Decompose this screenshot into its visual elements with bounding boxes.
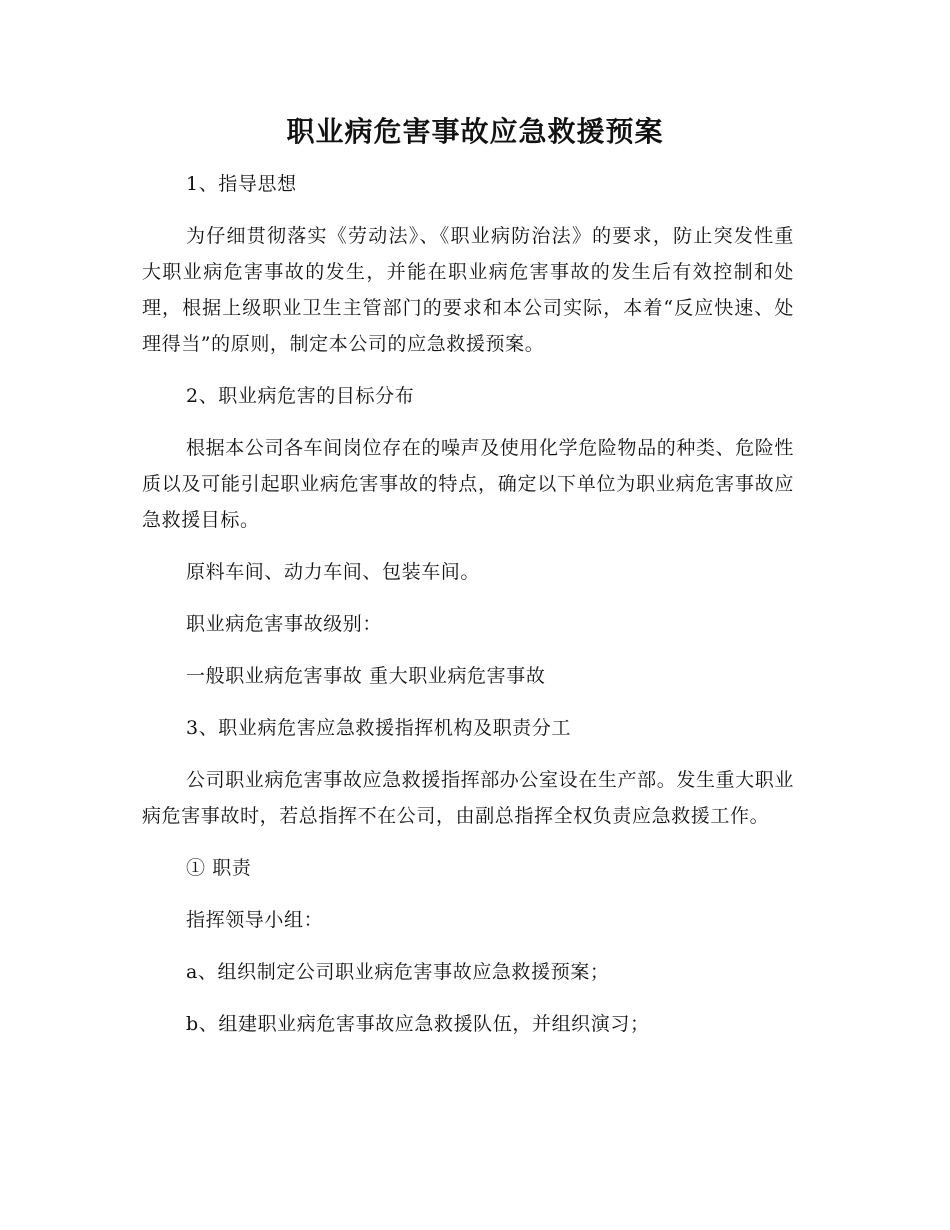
list-item-b: b、组建职业病危害事故应急救援队伍，并组织演习；: [186, 1013, 650, 1035]
paragraph-target-distribution: 根据本公司各车间岗位存在的噪声及使用化学危险物品的种类、危险性质以及可能引起职业病危害事故的特点，确定以下单位为职业病危害事故应急救援目标。: [142, 437, 794, 531]
paragraph-duties-heading: ① 职责: [186, 857, 252, 879]
document-title: 职业病危害事故应急救援预案: [286, 115, 664, 148]
section-heading-1: 1、指导思想: [186, 173, 297, 195]
list-item-a: a、组织制定公司职业病危害事故应急救援预案；: [186, 961, 610, 983]
section-heading-2: 2、职业病危害的目标分布: [186, 385, 415, 407]
document-body: [142, 166, 794, 1042]
paragraph-leadership-group: 指挥领导小组：: [186, 909, 324, 931]
paragraph-accident-level-label: 职业病危害事故级别：: [186, 613, 383, 635]
section-heading-3: 3、职业病危害应急救援指挥机构及职责分工: [186, 717, 572, 739]
paragraph-accident-levels: 一般职业病危害事故 重大职业病危害事故: [186, 665, 546, 687]
paragraph-command-office: 公司职业病危害事故应急救援指挥部办公室设在生产部。发生重大职业病危害事故时，若总指挥不在公司，由副总指挥全权负责应急救援工作。: [142, 769, 794, 827]
paragraph-guiding-ideology: 为仔细贯彻落实《劳动法》、《职业病防治法》的要求，防止突发性重大职业病危害事故的发生，并能在职业病危害事故的发生后有效控制和处理，根据上级职业卫生主管部门的要求和本公司实际，本着“反应快速、处理得当”的原则，制定本公司的应急救援预案。: [142, 225, 794, 355]
paragraph-workshops: 原料车间、动力车间、包装车间。: [186, 561, 481, 583]
